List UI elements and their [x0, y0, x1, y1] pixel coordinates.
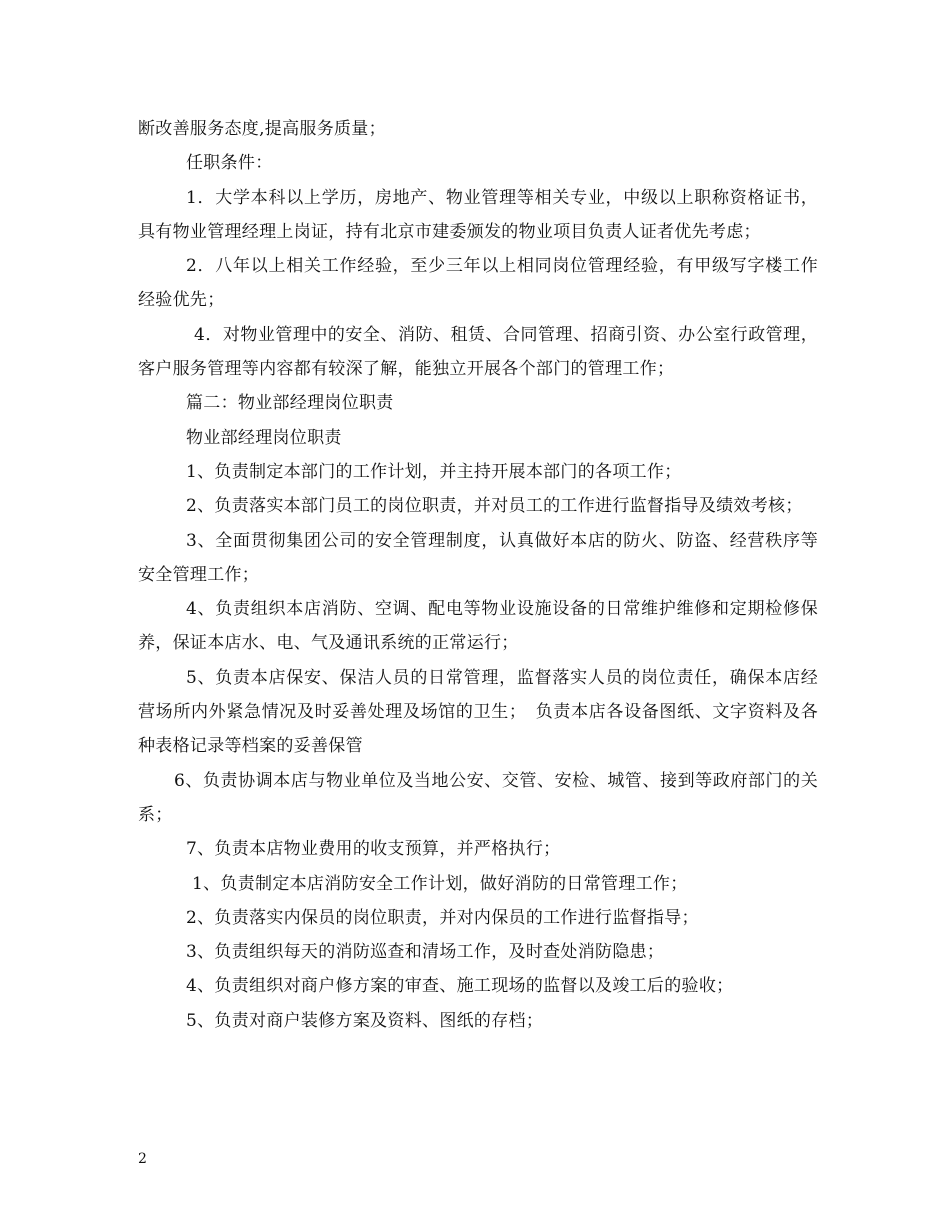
paragraph-qualification-1: 1．大学本科以上学历，房地产、物业管理等相关专业，中级以上职称资格证书，具有物业管理经理上岗证，持有北京市建委颁发的物业项目负责人证者优先考虑； [138, 187, 818, 242]
fire-safety-item: 4、负责组织对商户修方案的审查、施工现场的监督以及竣工后的验收； [186, 976, 734, 997]
fire-safety-item: 2、负责落实内保员的岗位职责，并对内保员的工作进行监督指导； [186, 907, 699, 928]
fire-safety-item: 5、负责对商户装修方案及资料、图纸的存档； [186, 1010, 544, 1031]
duty-item: 1、负责制定本部门的工作计划，并主持开展本部门的各项工作； [186, 461, 682, 482]
paragraph-qualification-2: 2．八年以上相关工作经验，至少三年以上相同岗位管理经验，有甲级写字楼工作经验优先； [138, 256, 818, 311]
duty-item: 4、负责组织本店消防、空调、配电等物业设施设备的日常维护维修和定期检修保养，保证本店水、电、气及通讯系统的正常运行； [138, 599, 818, 654]
page-number: 2 [138, 1151, 147, 1167]
paragraph-qualifications-heading: 任职条件： [186, 153, 273, 174]
section-subheading: 物业部经理岗位职责 [186, 427, 342, 448]
document-body [138, 112, 818, 1038]
duty-item: 3、全面贯彻集团公司的安全管理制度，认真做好本店的防火、防盗、经营秩序等安全管理工作； [138, 530, 818, 585]
duty-item: 2、负责落实本部门员工的岗位职责，并对员工的工作进行监督指导及绩效考核； [186, 496, 803, 517]
duty-item: 5、负责本店保安、保洁人员的日常管理，监督落实人员的岗位责任，确保本店经营场所内外紧急情况及时妥善处理及场馆的卫生； 负责本店各设备图纸、文字资料及各种表格记录等档案的妥善保管 [138, 667, 818, 757]
paragraph-qualification-4: 4．对物业管理中的安全、消防、租赁、合同管理、招商引资、办公室行政管理，客户服务管理等内容都有较深了解，能独立开展各个部门的管理工作； [138, 324, 818, 380]
duty-item: 6、负责协调本店与物业单位及当地公安、交管、安检、城管、接到等政府部门的关系； [138, 770, 818, 825]
fire-safety-item: 3、负责组织每天的消防巡查和清场工作，及时查处消防隐患； [186, 942, 665, 963]
fire-safety-item: 1、负责制定本店消防安全工作计划，做好消防的日常管理工作； [192, 873, 688, 894]
duty-item: 7、负责本店物业费用的收支预算，并严格执行； [186, 839, 561, 860]
paragraph-continuation: 断改善服务态度,提高服务质量； [138, 119, 386, 139]
section-heading: 篇二：物业部经理岗位职责 [186, 393, 394, 414]
